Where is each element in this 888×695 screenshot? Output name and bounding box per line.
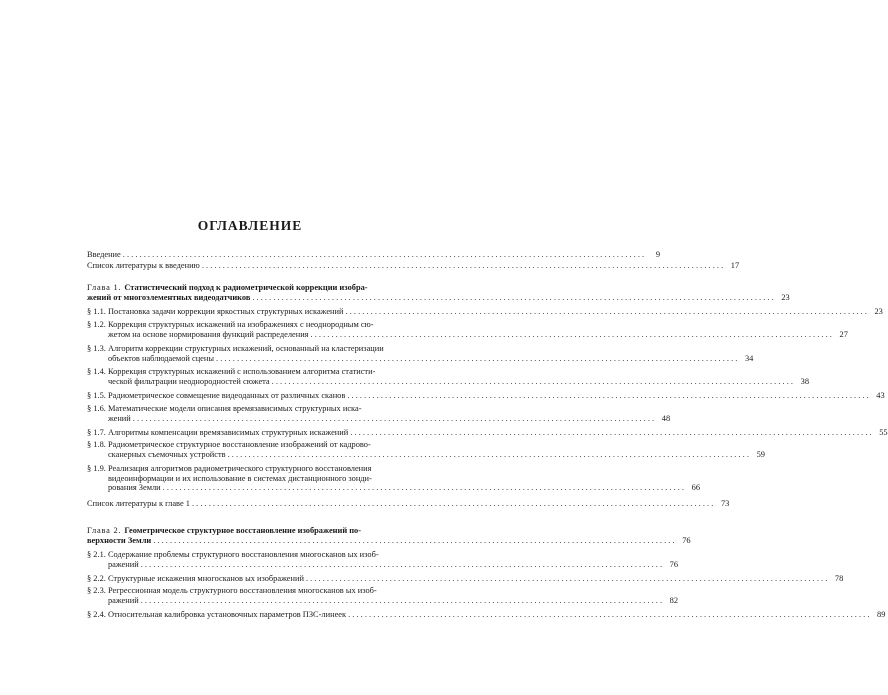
- dot-leader: [347, 391, 868, 401]
- page-number: 82: [669, 595, 679, 605]
- entry-text: Введение: [87, 250, 121, 259]
- dot-leader: [192, 499, 713, 509]
- entry-text: сканерных съемочных устройств: [107, 449, 226, 459]
- dot-leader: [123, 250, 644, 260]
- toc-entry-s1-1: [87, 307, 883, 317]
- entry-text: верхности Земли: [87, 535, 152, 545]
- dot-leader: [350, 428, 871, 438]
- toc-entry-s1-3: [87, 344, 754, 363]
- page-number: 23: [874, 307, 883, 316]
- section-number: § 1.5.: [87, 391, 108, 400]
- toc-entry-s1-5: [87, 391, 885, 401]
- section-number: § 1.3.: [87, 344, 108, 353]
- page-number: 66: [691, 483, 701, 493]
- section-number: § 1.7.: [87, 428, 108, 437]
- entry-text: Коррекция структурных искажений с использованием алгоритма статисти-: [107, 367, 376, 376]
- dot-leader: [306, 574, 827, 584]
- entry-text: рования Земли: [107, 483, 161, 493]
- entry-text: Радиометрическое структурное восстановление изображений от кадрово-: [107, 440, 371, 449]
- section-number: § 2.1.: [87, 550, 108, 559]
- entry-text: Относительная калибровка установочных параметров ПЗС-линеек: [107, 610, 347, 619]
- entry-text: Реализация алгоритмов радиометрического структурного восстановления: [107, 464, 372, 473]
- toc-entry-s2-1: [87, 550, 679, 569]
- entry-text: ражений: [107, 559, 139, 569]
- entry-text: Список литературы к главе 1: [87, 499, 190, 508]
- dot-leader: [216, 354, 737, 364]
- section-number: § 2.4.: [87, 610, 108, 619]
- dot-leader: [228, 450, 749, 460]
- entry-text: жетом на основе нормирования функций распределения: [107, 329, 309, 339]
- toc-entry-ch1: [87, 283, 790, 302]
- toc-entry-s1-8: [87, 440, 765, 459]
- chapter-label: Глава 2.: [87, 526, 125, 535]
- entry-text: Коррекция структурных искажений на изображениях с неоднородным сю-: [107, 320, 374, 329]
- chapter-label: Глава 1.: [87, 283, 125, 292]
- page-number: 38: [800, 376, 809, 386]
- dot-leader: [133, 414, 654, 424]
- dot-leader: [311, 330, 832, 340]
- toc-entry-intro-lit: [87, 261, 740, 271]
- page-number: 78: [834, 574, 844, 583]
- entry-text: Регрессионная модель структурного восстановления многосканов ых изоб-: [107, 586, 377, 595]
- entry-text: Глава 2. Геометрическое структурное восстановление изображений по-: [87, 526, 362, 535]
- entry-text: Алгоритм коррекции структурных искажений, основанный на кластеризации: [107, 344, 384, 353]
- page-number: 9: [655, 250, 661, 259]
- toc-entry-s1-2: [87, 320, 848, 339]
- dot-leader: [153, 536, 674, 546]
- entry-text: жений от многоэлементных видеодатчиков: [87, 292, 251, 302]
- entry-text: ческой фильтрации неоднородностей сюжета: [107, 376, 270, 386]
- toc-entry-s1-9: [87, 464, 701, 493]
- dot-leader: [348, 610, 869, 620]
- entry-text: Содержание проблемы структурного восстановления многосканов ых изоб-: [107, 550, 379, 559]
- toc-entry-s2-4: [87, 610, 886, 620]
- dot-leader: [141, 560, 662, 570]
- toc-entry-intro: [87, 250, 661, 260]
- entry-text: объектов наблюдаемой сцены: [107, 353, 215, 363]
- section-number: § 1.6.: [87, 404, 108, 413]
- dot-leader: [141, 596, 662, 606]
- toc-title: ОГЛАВЛЕНИЕ: [197, 218, 303, 233]
- page-number: 34: [744, 353, 754, 363]
- section-number: § 1.8.: [87, 440, 108, 449]
- page-number: 27: [839, 329, 848, 339]
- section-number: § 1.4.: [87, 367, 108, 376]
- entry-text: ражений: [107, 595, 139, 605]
- page-number: 89: [877, 610, 886, 619]
- page-number: 48: [661, 413, 671, 423]
- page-number: 17: [730, 261, 740, 270]
- entry-text: видеоинформации и их использование в системах дистанционного зонди-: [107, 473, 372, 483]
- toc-entry-s2-3: [87, 586, 679, 605]
- page-number: 76: [669, 559, 679, 569]
- dot-leader: [202, 261, 723, 271]
- section-number: § 1.9.: [87, 464, 108, 473]
- toc-entry-s1-6: [87, 404, 671, 423]
- entry-text: Список литературы к введению: [87, 261, 200, 270]
- dot-leader: [252, 293, 773, 303]
- entry-text: Алгоритмы компенсации времязависимых структурных искажений: [107, 428, 349, 437]
- dot-leader: [272, 377, 793, 387]
- section-number: § 2.2.: [87, 574, 108, 583]
- toc-entry-s1-4: [87, 367, 809, 386]
- page-number: 76: [682, 535, 691, 545]
- entry-text: Структурные искажения многосканов ых изображений: [107, 574, 304, 583]
- entry-text: Глава 1. Статистический подход к радиометрической коррекции изобра-: [87, 283, 368, 292]
- entry-text: Радиометрическое совмещение видеоданных от различных сканов: [107, 391, 346, 400]
- toc-entry-ch1-lit: [87, 499, 730, 509]
- page-number: 43: [876, 391, 885, 400]
- page-number: 23: [781, 292, 790, 302]
- section-number: § 1.2.: [87, 320, 108, 329]
- toc-entry-s1-7: [87, 428, 888, 438]
- page-number: 55: [879, 428, 888, 437]
- dot-leader: [163, 483, 684, 493]
- toc-entry-ch2: [87, 526, 691, 545]
- section-number: § 1.1.: [87, 307, 108, 316]
- entry-text: жений: [107, 413, 131, 423]
- dot-leader: [346, 307, 867, 317]
- page-number: 59: [756, 449, 765, 459]
- toc-entry-s2-2: [87, 574, 844, 584]
- page-number: 73: [720, 499, 730, 508]
- section-number: § 2.3.: [87, 586, 108, 595]
- entry-text: Математические модели описания времязависимых структурных иска-: [107, 404, 362, 413]
- entry-text: Постановка задачи коррекции яркостных структурных искажений: [107, 307, 344, 316]
